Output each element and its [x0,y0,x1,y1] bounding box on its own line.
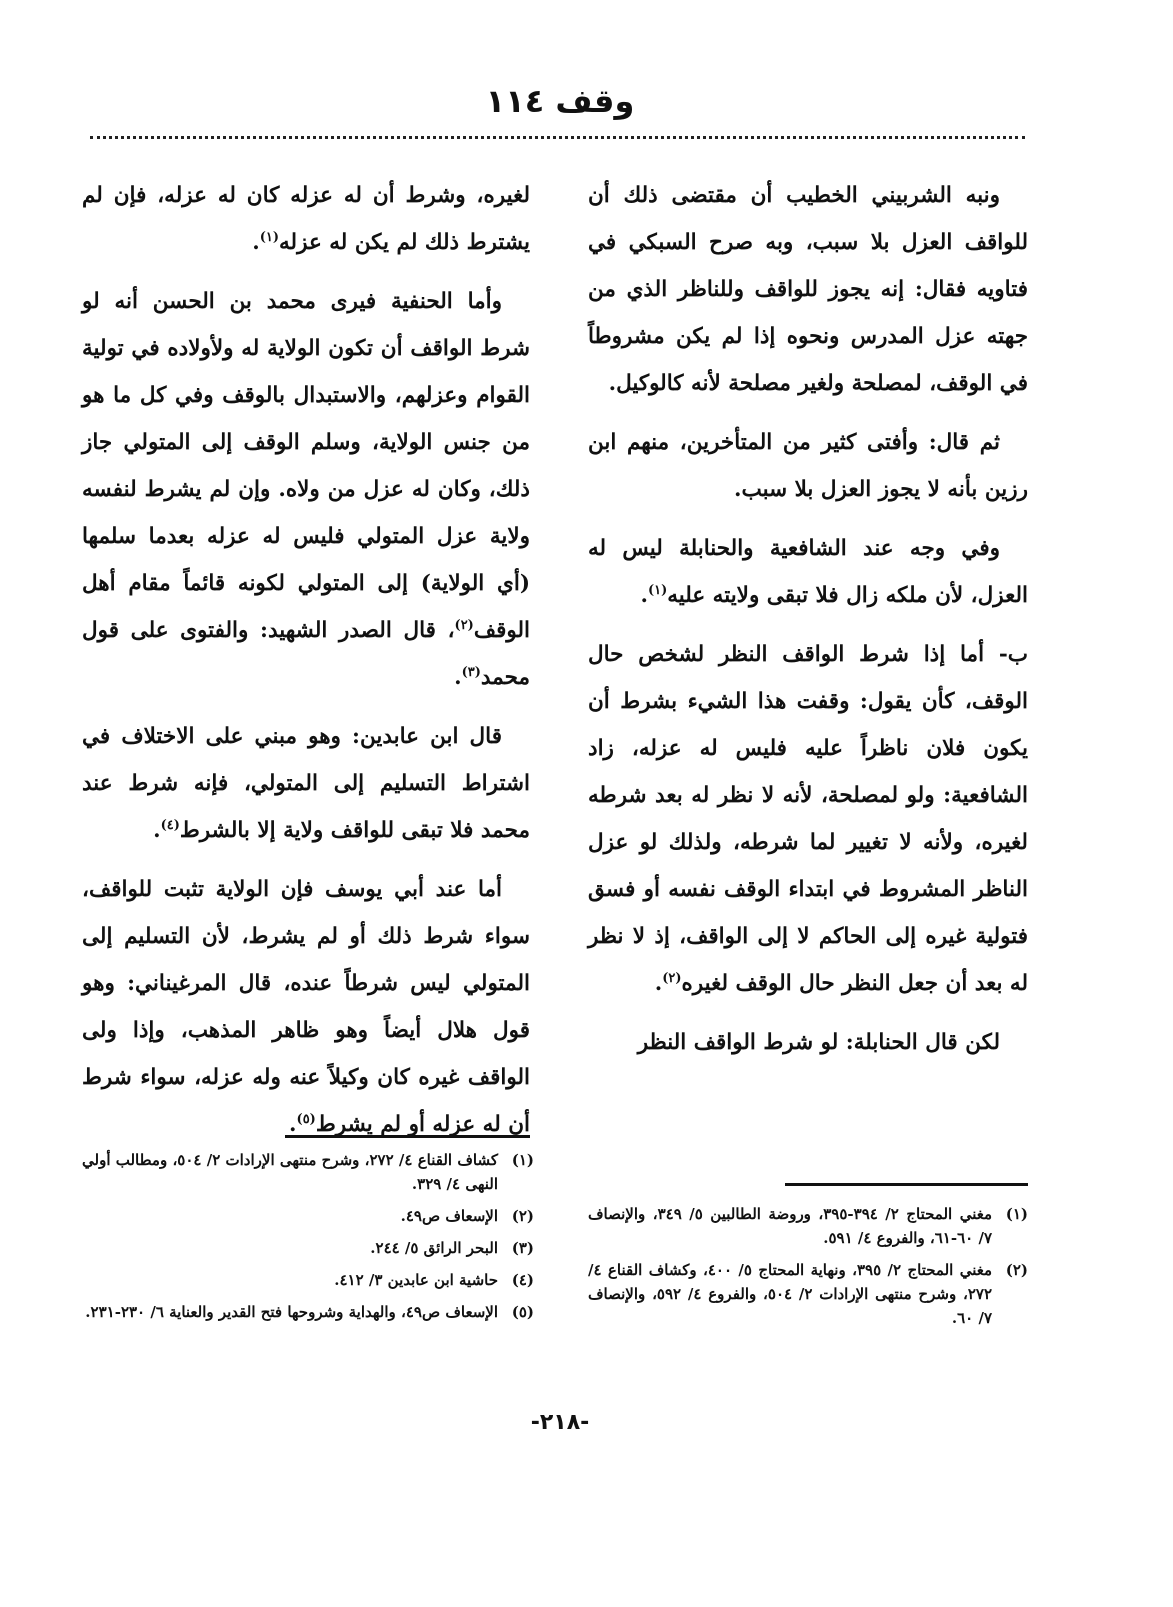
left-footnote-separator [285,1135,530,1138]
right-paragraph-2-text: ثم قال: وأفتى كثير من المتأخرين، منهم ابن رزين بأنه لا يجوز العزل بلا سبب. [588,430,1028,502]
right-paragraph-1-text: ونبه الشربيني الخطيب أن مقتضى ذلك أن للواقف العزل بلا سبب، وبه صرح السبكي في فتاويه فقال: إنه يجوز للواقف وللناظر الذي من جهته عزل المدرس ونحوه إذا لم يكن مشروطاً في الوقف، لمصلحة ولغير مصلحة لأنه كالوكيل. [588,183,1028,396]
footnote-item [82,1268,534,1292]
page-header-title: وقف ١١٤ [485,82,635,120]
footnote-ref: (١) [647,582,668,598]
footnote-item [82,1236,534,1260]
footnote-text: البحر الرائق ٥/ ٢٤٤. [370,1239,498,1257]
footnote-number: (١) [1005,1205,1028,1223]
footnote-item [82,1204,534,1228]
header-dotted-rule [90,136,1025,139]
left-paragraph-4 [82,866,530,1148]
footnote-text: مغني المحتاج ٢/ ٣٩٥، ونهاية المحتاج ٥/ ٤٠٠، وكشاف القناع ٤/ ٢٧٢، وشرح منتهى الإرادات ٢/ ٥٠٤، والفروع ٤/ ٥٩٢، والإنصاف ٧/ ٦٠. [588,1261,993,1327]
right-text-column [588,172,1028,1078]
right-footnotes [588,1202,1028,1338]
left-paragraph-3 [82,713,530,854]
footnote-ref: (٥) [296,1111,316,1127]
right-paragraph-5-text: لكن قال الحنابلة: لو شرط الواقف النظر [637,1030,1000,1055]
footnote-ref: (٢) [662,970,682,986]
left-footnotes [82,1148,534,1332]
footnote-text: حاشية ابن عابدين ٣/ ٤١٢. [334,1271,498,1289]
left-paragraph-2-text-a: وأما الحنفية فيرى محمد بن الحسن أنه لو شرط الواقف أن تكون الولاية له ولأولاده في تولية القوام وعزلهم، والاستبدال بالوقف وفي كل ما هو من جنس الولاية، وسلم الوقف إلى المتولي جاز ذلك، وكان له عزل من ولاه. وإن لم يشرط لنفسه ولاية عزل المتولي فليس له عزله بعدما سلمها (أي الولاية) إلى المتولي لكونه قائماً مقام أهل الوقف [82,289,530,643]
right-paragraph-4-text: ب- أما إذا شرط الواقف النظر لشخص حال الوقف، كأن يقول: وقفت هذا الشيء بشرط أن يكون فلان ناظراً عليه فليس له عزله، زاد الشافعية: ولو لمصلحة، لأنه لا نظر له بعد شرطه لغيره، ولأنه لا تغيير لما شرطه، ولذلك لو عزل الناظر المشروط في ابتداء الوقف نفسه أو فسق فتولية غيره إلى الحاكم لا إلى الواقف، إذ لا نظر له بعد أن جعل النظر حال الوقف لغيره [588,642,1029,996]
sentence-end: . [252,230,260,255]
sentence-end: . [454,665,462,690]
footnote-text: الإسعاف ص٤٩، والهداية وشروحها فتح القدير والعناية ٦/ ٢٣٠-٢٣١. [85,1303,498,1321]
footnote-ref: (٤) [160,817,180,833]
footnote-number: (٣) [511,1239,534,1257]
footnote-number: (٢) [1005,1261,1028,1279]
right-paragraph-3 [588,525,1028,619]
sentence-end: . [654,971,663,996]
left-paragraph-1-text: لغيره، وشرط أن له عزله كان له عزله، فإن لم يشترط ذلك لم يكن له عزله [82,183,530,255]
footnote-text: مغني المحتاج ٢/ ٣٩٤-٣٩٥، وروضة الطالبين ٥/ ٣٤٩، والإنصاف ٧/ ٦٠-٦١، والفروع ٤/ ٥٩١. [588,1205,992,1247]
page-number: -٢١٨- [530,1410,590,1435]
right-paragraph-4 [588,631,1028,1007]
sentence-end: . [153,818,161,843]
footnote-number: (٥) [511,1303,534,1321]
left-paragraph-4-text: أما عند أبي يوسف فإن الولاية تثبت للواقف، سواء شرط ذلك أو لم يشرط، لأن التسليم إلى المتولي ليس شرطاً عنده، قال المرغيناني: وهو قول هلال أيضاً وهو ظاهر المذهب، وإذا ولى الواقف غيره كان وكيلاً عنه وله عزله، سواء شرط أن له عزله أو لم يشرط [82,877,530,1137]
footnote-number: (١) [511,1151,534,1169]
right-footnote-separator [785,1183,1028,1186]
footnote-item [82,1148,534,1196]
footnote-ref: (٢) [454,617,474,633]
footnote-ref: (٣) [461,664,481,680]
footnote-number: (٤) [511,1271,534,1289]
right-paragraph-3-text: وفي وجه عند الشافعية والحنابلة ليس له العزل، لأن ملكه زال فلا تبقى ولايته عليه [588,536,1028,608]
left-paragraph-3-text: قال ابن عابدين: وهو مبني على الاختلاف في اشتراط التسليم إلى المتولي، فإنه شرط عند محمد فلا تبقى للواقف ولاية إلا بالشرط [82,724,530,843]
footnote-text: كشاف القناع ٤/ ٢٧٢، وشرح منتهى الإرادات ٢/ ٥٠٤، ومطالب أولي النهى ٤/ ٣٢٩. [82,1151,498,1193]
footnote-ref: (١) [259,229,279,245]
left-paragraph-2 [82,278,530,701]
left-paragraph-1 [82,172,530,266]
right-paragraph-1 [588,172,1028,407]
left-paragraph-2-text-b: ، قال الصدر الشهيد: والفتوى على قول محمد [82,618,530,690]
footnote-item [588,1258,1028,1330]
footnote-item [588,1202,1028,1250]
footnote-text: الإسعاف ص٤٩. [400,1207,498,1225]
sentence-end: . [289,1112,297,1137]
footnote-number: (٢) [511,1207,534,1225]
right-paragraph-2 [588,419,1028,513]
right-paragraph-5 [588,1019,1028,1066]
footnote-item [82,1300,534,1324]
sentence-end: . [640,583,648,608]
left-text-column [82,172,530,1160]
